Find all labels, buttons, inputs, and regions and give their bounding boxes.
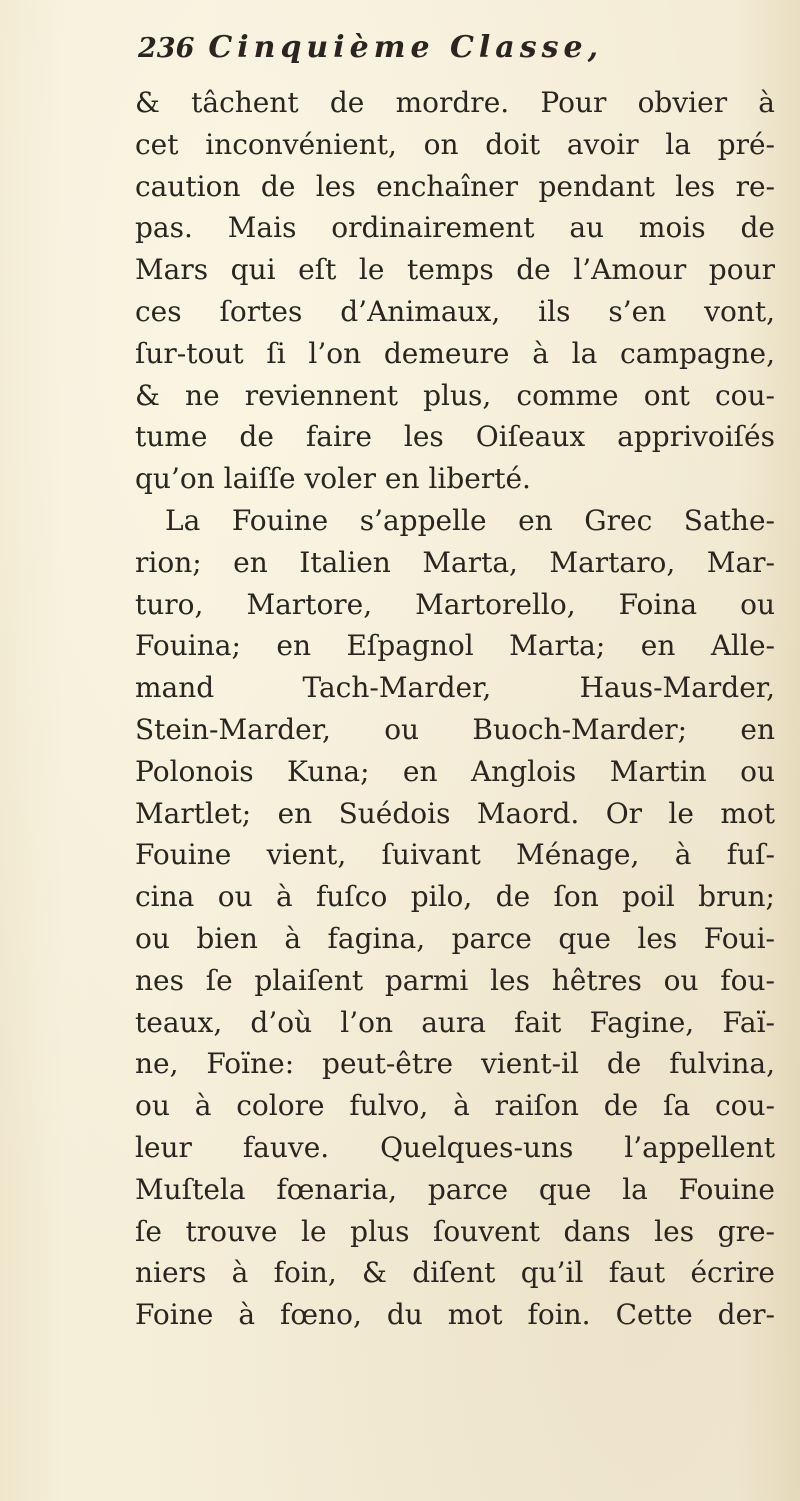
text-line: leur fauve. Quelques-uns l’appellent <box>135 1130 775 1164</box>
text-line: cet inconvénient, on doit avoir la pré- <box>135 127 775 161</box>
text-line: ou bien à fagina, parce que les Foui- <box>135 921 775 955</box>
text-line: pas. Mais ordinairement au mois de <box>135 211 775 245</box>
running-head: Cinquième Classe, <box>208 30 604 65</box>
text-line: & ne reviennent plus, comme ont cou- <box>135 378 775 412</box>
text-line: ne, Foïne: peut-être vient-il de fulvina, <box>135 1047 775 1081</box>
text-line: Foine à fœno, du mot foin. Cette der- <box>135 1298 775 1332</box>
text-line: Martlet; en Suédois Maord. Or le mot <box>135 796 775 830</box>
text-line: La Fouine s’appelle en Grec Sathe- <box>165 503 775 537</box>
text-line: ſur-tout ſi l’on demeure à la campagne, <box>135 336 775 370</box>
text-line: Mars qui eſt le temps de l’Amour pour <box>135 253 775 287</box>
text-line: caution de les enchaîner pendant les re- <box>135 169 775 203</box>
text-line: tume de faire les Oiſeaux apprivoiſés <box>135 420 775 454</box>
text-line: ou à colore fulvo, à raiſon de ſa cou- <box>135 1089 775 1123</box>
text-line: rion; en Italien Marta, Martaro, Mar- <box>135 545 775 579</box>
text-line: ces ſortes d’Animaux, ils s’en vont, <box>135 294 775 328</box>
text-line: Muſtela fœnaria, parce que la Fouine <box>135 1172 775 1206</box>
text-line: teaux, d’où l’on aura fait Fagine, Faï- <box>135 1005 775 1039</box>
page-number: 236 <box>138 33 195 64</box>
text-line: turo, Martore, Martorello, Foina ou <box>135 587 775 621</box>
text-line: & tâchent de mordre. Pour obvier à <box>135 86 775 119</box>
text-line: Polonois Kuna; en Anglois Martin ou <box>135 754 775 788</box>
text-line: niers à foin, & diſent qu’il faut écrire <box>135 1256 775 1290</box>
body-text <box>135 82 775 1336</box>
text-line: Fouina; en Eſpagnol Marta; en Alle- <box>135 629 775 663</box>
text-line: nes ſe plaiſent parmi les hêtres ou fou- <box>135 963 775 997</box>
text-line: Stein-Marder, ou Buoch-Marder; en <box>135 712 775 746</box>
page-header <box>138 30 758 90</box>
text-line: qu’on laiſſe voler en liberté. <box>135 462 531 496</box>
text-line: Fouine vient, ſuivant Ménage, à fuſ- <box>135 838 775 872</box>
text-line: ſe trouve le plus ſouvent dans les gre- <box>135 1214 775 1248</box>
text-line: mand Tach-Marder, Haus-Marder, <box>135 671 775 705</box>
text-line: cina ou à fuſco pilo, de ſon poil brun; <box>135 880 775 914</box>
